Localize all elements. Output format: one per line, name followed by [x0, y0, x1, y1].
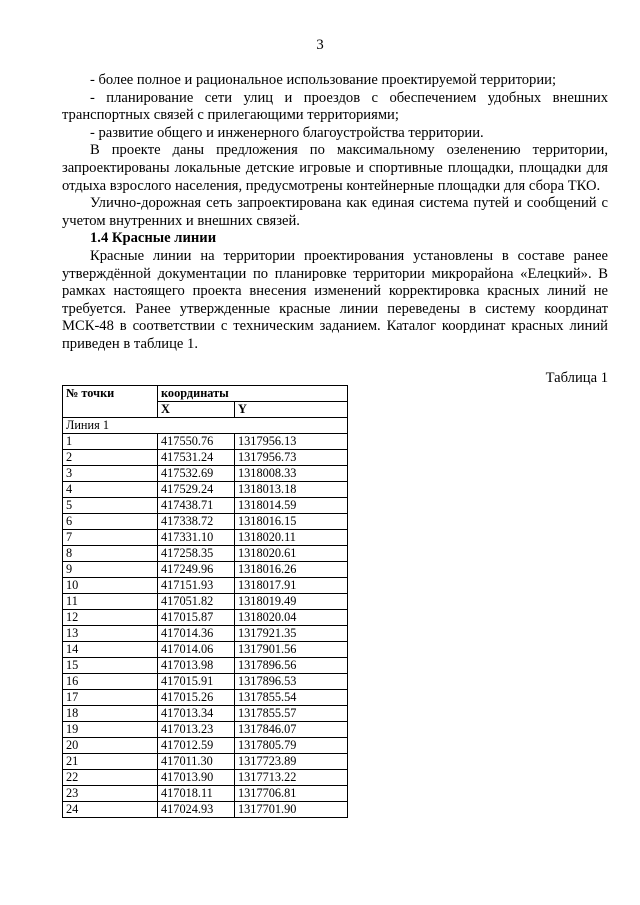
y-coordinate-cell: 1317701.90 [235, 802, 348, 818]
section-heading: 1.4 Красные линии [90, 230, 217, 247]
paragraph: Улично-дорожная сеть запроектирована как единая система путей и сообщений с учетом внутренних и внешних связей. [62, 195, 608, 229]
point-number-cell: 17 [63, 690, 158, 706]
table-row [63, 754, 348, 770]
x-coordinate-cell: 417151.93 [158, 578, 235, 594]
point-number-cell: 13 [63, 626, 158, 642]
x-coordinate-cell: 417013.34 [158, 706, 235, 722]
x-coordinate-cell: 417015.91 [158, 674, 235, 690]
line-label: Линия 1 [63, 418, 348, 434]
x-coordinate-cell: 417249.96 [158, 562, 235, 578]
point-number-cell: 10 [63, 578, 158, 594]
list-item: - более полное и рациональное использование проектируемой территории; [90, 72, 557, 88]
point-number-cell: 8 [63, 546, 158, 562]
point-number-cell: 7 [63, 530, 158, 546]
x-coordinate-cell: 417014.36 [158, 626, 235, 642]
point-number-cell: 22 [63, 770, 158, 786]
table-body [63, 418, 348, 818]
table-row [63, 450, 348, 466]
table-row [63, 530, 348, 546]
table-row [63, 658, 348, 674]
y-coordinate-cell: 1318016.26 [235, 562, 348, 578]
coordinates-table [62, 385, 348, 818]
point-number-cell: 14 [63, 642, 158, 658]
x-coordinate-cell: 417012.59 [158, 738, 235, 754]
point-number-cell: 23 [63, 786, 158, 802]
y-coordinate-cell: 1317896.56 [235, 658, 348, 674]
table-row [63, 482, 348, 498]
x-coordinate-cell: 417258.35 [158, 546, 235, 562]
x-coordinate-cell: 417529.24 [158, 482, 235, 498]
table-row [63, 722, 348, 738]
y-coordinate-cell: 1318020.04 [235, 610, 348, 626]
x-coordinate-cell: 417051.82 [158, 594, 235, 610]
y-coordinate-cell: 1317805.79 [235, 738, 348, 754]
y-coordinate-cell: 1318017.91 [235, 578, 348, 594]
point-number-cell: 1 [63, 434, 158, 450]
point-number-cell: 19 [63, 722, 158, 738]
table-row [63, 434, 348, 450]
point-number-cell: 18 [63, 706, 158, 722]
point-number-cell: 2 [63, 450, 158, 466]
y-coordinate-cell: 1317921.35 [235, 626, 348, 642]
x-coordinate-cell: 417015.87 [158, 610, 235, 626]
y-coordinate-cell: 1317723.89 [235, 754, 348, 770]
table-row [63, 706, 348, 722]
point-number-cell: 9 [63, 562, 158, 578]
line-label-row [63, 418, 348, 434]
point-number-cell: 21 [63, 754, 158, 770]
point-number-cell: 3 [63, 466, 158, 482]
paragraph: В проекте даны предложения по максимальному озеленению территории, запроектированы локальные детские игровые и спортивные площадки, площадки для отдыха взрослого населения, предусмотрены контейнерные площадки для сбора ТКО. [62, 142, 608, 194]
table-row [63, 626, 348, 642]
x-coordinate-cell: 417531.24 [158, 450, 235, 466]
x-coordinate-cell: 417013.90 [158, 770, 235, 786]
table-row [63, 738, 348, 754]
table-caption: Таблица 1 [545, 370, 608, 386]
paragraph: Красные линии на территории проектирования установлены в составе ранее утверждённой документации по планировке территории микрорайона «Елецкий». В рамках настоящего проекта внесения изменений корректировка красных линий не требуется. Ранее утвержденные красные линии переведены в систему координат МСК-48 в соответствии с техническим заданием. Каталог координат красных линий приведен в таблице 1. [62, 247, 608, 352]
y-coordinate-cell: 1317956.13 [235, 434, 348, 450]
point-number-cell: 12 [63, 610, 158, 626]
point-number-cell: 16 [63, 674, 158, 690]
header-y: Y [235, 402, 348, 418]
table-row [63, 594, 348, 610]
y-coordinate-cell: 1317901.56 [235, 642, 348, 658]
x-coordinate-cell: 417331.10 [158, 530, 235, 546]
y-coordinate-cell: 1318013.18 [235, 482, 348, 498]
table-row [63, 578, 348, 594]
y-coordinate-cell: 1317896.53 [235, 674, 348, 690]
x-coordinate-cell: 417011.30 [158, 754, 235, 770]
point-number-cell: 15 [63, 658, 158, 674]
y-coordinate-cell: 1318020.61 [235, 546, 348, 562]
table-header-row [63, 386, 348, 402]
point-number-cell: 20 [63, 738, 158, 754]
body-text [62, 72, 608, 354]
table-row [63, 610, 348, 626]
header-x: X [158, 402, 235, 418]
y-coordinate-cell: 1317846.07 [235, 722, 348, 738]
table-row [63, 514, 348, 530]
x-coordinate-cell: 417018.11 [158, 786, 235, 802]
point-number-cell: 4 [63, 482, 158, 498]
header-coordinates: координаты [158, 386, 348, 402]
point-number-cell: 11 [63, 594, 158, 610]
y-coordinate-cell: 1317956.73 [235, 450, 348, 466]
y-coordinate-cell: 1317706.81 [235, 786, 348, 802]
table-row [63, 466, 348, 482]
y-coordinate-cell: 1318020.11 [235, 530, 348, 546]
table-row [63, 642, 348, 658]
table-row [63, 546, 348, 562]
list-item: - планирование сети улиц и проездов с обеспечением удобных внешних транспортных связей с прилегающими территориями; [62, 89, 608, 124]
y-coordinate-cell: 1317855.54 [235, 690, 348, 706]
x-coordinate-cell: 417338.72 [158, 514, 235, 530]
x-coordinate-cell: 417550.76 [158, 434, 235, 450]
point-number-cell: 5 [63, 498, 158, 514]
y-coordinate-cell: 1318008.33 [235, 466, 348, 482]
x-coordinate-cell: 417013.23 [158, 722, 235, 738]
y-coordinate-cell: 1318016.15 [235, 514, 348, 530]
x-coordinate-cell: 417014.06 [158, 642, 235, 658]
header-point: № точки [63, 386, 158, 418]
x-coordinate-cell: 417024.93 [158, 802, 235, 818]
table-row [63, 802, 348, 818]
table-row [63, 562, 348, 578]
table-row [63, 498, 348, 514]
x-coordinate-cell: 417013.98 [158, 658, 235, 674]
table-row [63, 690, 348, 706]
x-coordinate-cell: 417532.69 [158, 466, 235, 482]
point-number-cell: 24 [63, 802, 158, 818]
x-coordinate-cell: 417015.26 [158, 690, 235, 706]
y-coordinate-cell: 1318019.49 [235, 594, 348, 610]
y-coordinate-cell: 1317855.57 [235, 706, 348, 722]
y-coordinate-cell: 1317713.22 [235, 770, 348, 786]
point-number-cell: 6 [63, 514, 158, 530]
page-number: 3 [316, 37, 324, 53]
table-row [63, 786, 348, 802]
x-coordinate-cell: 417438.71 [158, 498, 235, 514]
list-item: - развитие общего и инженерного благоустройства территории. [90, 124, 484, 141]
y-coordinate-cell: 1318014.59 [235, 498, 348, 514]
table-row [63, 770, 348, 786]
table-row [63, 674, 348, 690]
